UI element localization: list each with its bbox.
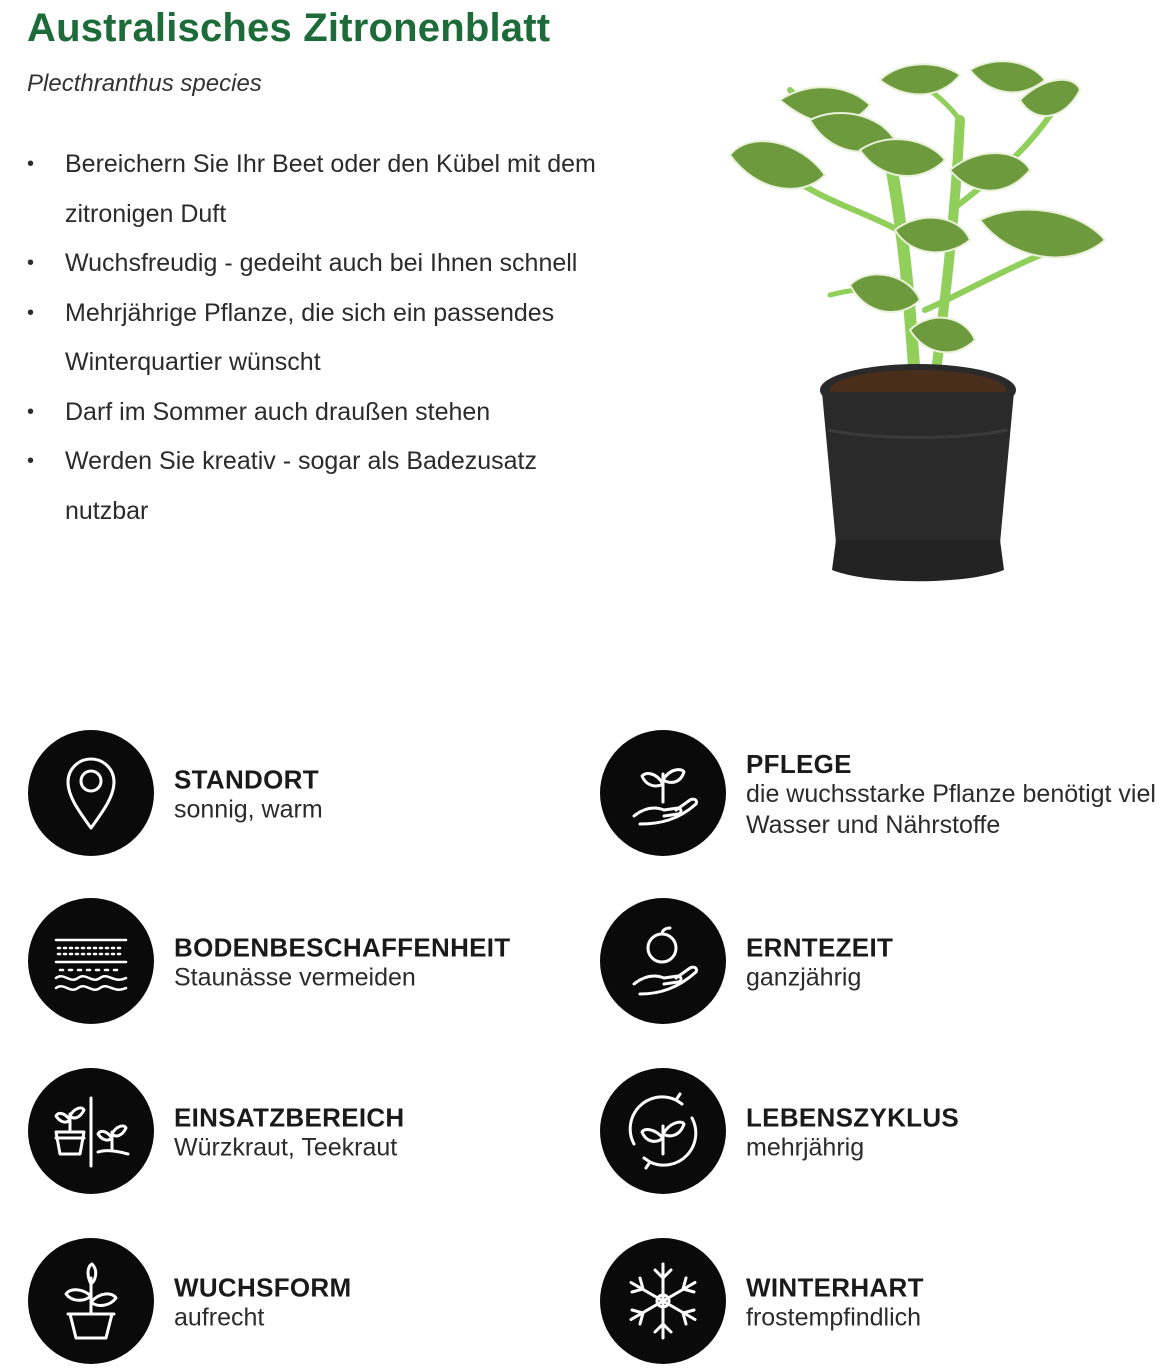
feature-value: ganzjährig — [746, 963, 862, 992]
feature-label: WUCHSFORM — [174, 1272, 352, 1303]
feature-value: aufrecht — [174, 1303, 265, 1332]
fruit-hand-icon — [620, 918, 706, 1004]
feature-label: WINTERHART — [746, 1272, 924, 1303]
feature-label: STANDORT — [174, 764, 319, 795]
location-pin-icon — [48, 750, 134, 836]
feature-wuchsform — [28, 1238, 588, 1368]
feature-lebenszyklus — [600, 1068, 1160, 1198]
list-item — [27, 239, 627, 289]
feature-value: sonnig, warm — [174, 795, 323, 824]
product-image — [720, 60, 1120, 590]
icon-circle — [28, 1068, 154, 1194]
snowflake-icon — [620, 1258, 706, 1344]
icon-circle — [600, 898, 726, 1024]
bullet-dot: • — [27, 153, 35, 175]
list-item-text: Wuchsfreudig - gedeiht auch bei Ihnen schnell — [65, 249, 578, 277]
bullet-dot: • — [27, 252, 35, 274]
feature-value: Staunässe vermeiden — [174, 963, 416, 992]
icon-circle — [28, 898, 154, 1024]
icon-circle — [28, 1238, 154, 1364]
soil-layers-icon — [48, 918, 134, 1004]
feature-winterhart — [600, 1238, 1160, 1368]
potted-plant-illustration — [720, 60, 1120, 590]
feature-label: BODENBESCHAFFENHEIT — [174, 932, 511, 963]
feature-label: ERNTEZEIT — [746, 932, 894, 963]
list-item-text: Darf im Sommer auch draußen stehen — [65, 397, 491, 426]
feature-value: mehrjährig — [746, 1133, 865, 1162]
list-item — [27, 140, 627, 239]
feature-label: EINSATZBEREICH — [174, 1102, 405, 1133]
icon-circle — [600, 730, 726, 856]
icon-circle — [28, 730, 154, 856]
feature-value: frostempfindlich — [746, 1303, 922, 1332]
pot-and-ground-icon — [48, 1088, 134, 1174]
lifecycle-icon — [620, 1088, 706, 1174]
icon-circle — [600, 1238, 726, 1364]
feature-pflege — [600, 730, 1160, 860]
bullet-dot: • — [27, 400, 35, 423]
list-item-text: Mehrjährige Pflanze, die sich ein passendes Winterquartier wünscht — [65, 298, 555, 376]
benefits-list — [27, 140, 627, 536]
feature-einsatzbereich — [28, 1068, 588, 1198]
list-item-text: Werden Sie kreativ - sogar als Badezusatz nutzbar — [65, 447, 537, 525]
feature-standort — [28, 730, 588, 860]
list-item — [27, 388, 627, 438]
feature-value: die wuchsstarke Pflanze benötigt viel Wasser und Nährstoffe — [746, 780, 1156, 839]
botanical-name: Plecthranthus species — [27, 70, 262, 97]
potted-plant-icon — [48, 1258, 134, 1344]
feature-value: Würzkraut, Teekraut — [174, 1133, 398, 1162]
feature-erntezeit — [600, 898, 1160, 1028]
feature-label: PFLEGE — [746, 749, 852, 779]
icon-circle — [600, 1068, 726, 1194]
list-item-text: Bereichern Sie Ihr Beet oder den Kübel mit dem zitronigen Duft — [65, 150, 596, 228]
page-title: Australisches Zitronenblatt — [27, 6, 551, 50]
list-item — [27, 437, 627, 536]
list-item — [27, 289, 627, 388]
bullet-dot: • — [27, 450, 35, 472]
feature-bodenbeschaffenheit — [28, 898, 588, 1028]
bullet-dot: • — [27, 301, 35, 324]
seedling-hand-icon — [620, 750, 706, 836]
feature-label: LEBENSZYKLUS — [746, 1102, 960, 1133]
